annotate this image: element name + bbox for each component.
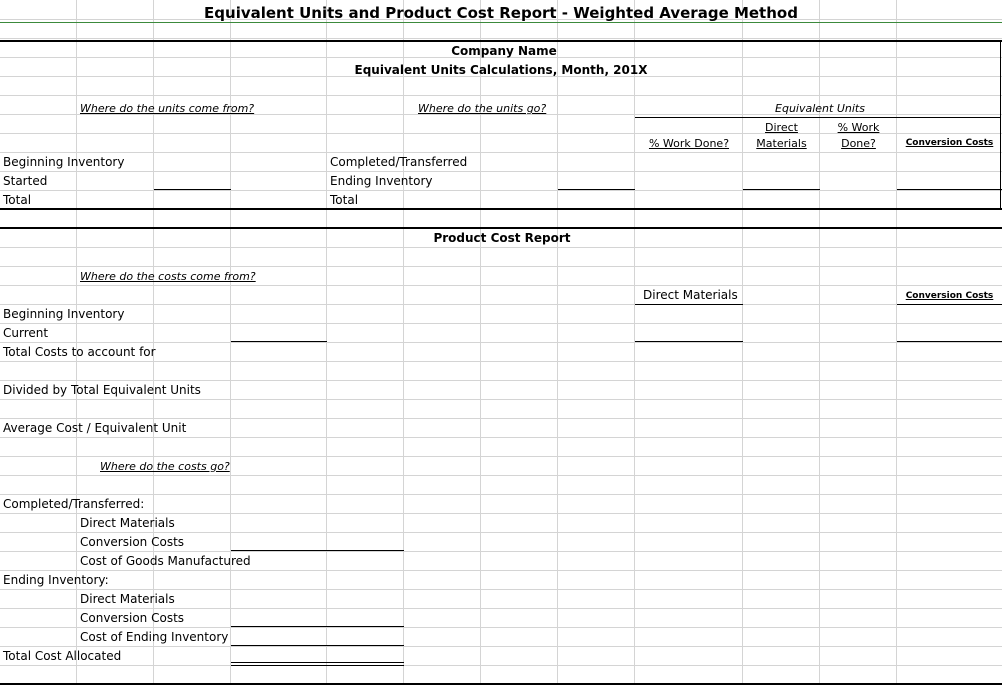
cc-sum-line	[897, 189, 1002, 190]
cost-beginning-inventory: Beginning Inventory	[3, 307, 125, 321]
company-name: Company Name	[451, 44, 557, 58]
row-ending-inventory: Ending Inventory	[330, 174, 433, 188]
product-cost-title: Product Cost Report	[433, 231, 571, 245]
completed-direct-materials: Direct Materials	[80, 516, 175, 530]
section1-bottom-border	[0, 208, 1002, 210]
cost-current: Current	[3, 326, 49, 340]
row-total-units-from: Total	[3, 193, 32, 207]
col-direct: Direct	[765, 121, 798, 134]
cost-average: Average Cost / Equivalent Unit	[3, 421, 187, 435]
cost-divided-by: Divided by Total Equivalent Units	[3, 383, 201, 397]
completed-transferred-label: Completed/Transferred:	[3, 497, 145, 511]
completed-conversion-costs: Conversion Costs	[80, 535, 185, 549]
equivalent-units-heading: Equivalent Units	[775, 102, 865, 115]
units-from-heading: Where do the units come from?	[80, 102, 255, 115]
col-direct-materials: Direct Materials	[643, 288, 738, 302]
ending-sum-line	[558, 189, 635, 190]
col-work-done: % Work Done?	[648, 137, 730, 150]
dm-header-rule	[635, 304, 743, 305]
title-underline	[0, 22, 1002, 23]
ending-inventory-label: Ending Inventory:	[3, 573, 109, 587]
row-total-units-go: Total	[330, 193, 359, 207]
col-conversion-costs: Conversion Costs	[905, 138, 994, 148]
cost-of-goods-manufactured: Cost of Goods Manufactured	[80, 554, 251, 568]
costs-from-heading: Where do the costs come from?	[80, 270, 256, 283]
current-sum-line	[231, 341, 327, 342]
allocated-sum-line	[231, 645, 404, 646]
ending-direct-materials: Direct Materials	[80, 592, 175, 606]
costs-go-heading: Where do the costs go?	[100, 460, 230, 473]
row-started: Started	[3, 174, 48, 188]
col-pct-work: % Work	[837, 121, 880, 134]
ending-sum-line	[231, 626, 404, 627]
report-title: Equivalent Units and Product Cost Report - Weighted Average Method	[204, 4, 798, 22]
row-beginning-inventory: Beginning Inventory	[3, 155, 125, 169]
dm-sum-line	[743, 189, 820, 190]
cogm-sum-line	[231, 550, 404, 551]
started-sum-line	[154, 189, 231, 190]
total-cost-allocated: Total Cost Allocated	[3, 649, 122, 663]
section1-right-border	[1000, 40, 1001, 209]
current-dm-sum-line	[635, 341, 743, 342]
double-underline-2	[231, 665, 404, 666]
row-completed-transferred: Completed/Transferred	[330, 155, 468, 169]
ending-conversion-costs: Conversion Costs	[80, 611, 185, 625]
cost-total-to-account: Total Costs to account for	[3, 345, 156, 359]
double-underline-1	[231, 662, 404, 663]
eq-units-subtitle: Equivalent Units Calculations, Month, 201X	[354, 63, 648, 77]
cost-of-ending-inventory: Cost of Ending Inventory	[80, 630, 229, 644]
col-done: Done?	[841, 137, 876, 150]
cc-header-rule	[897, 304, 1002, 305]
col-materials: Materials	[756, 137, 807, 150]
current-cc-sum-line	[897, 341, 1002, 342]
units-go-heading: Where do the units go?	[418, 102, 547, 115]
cost-col-conversion: Conversion Costs	[905, 291, 994, 301]
